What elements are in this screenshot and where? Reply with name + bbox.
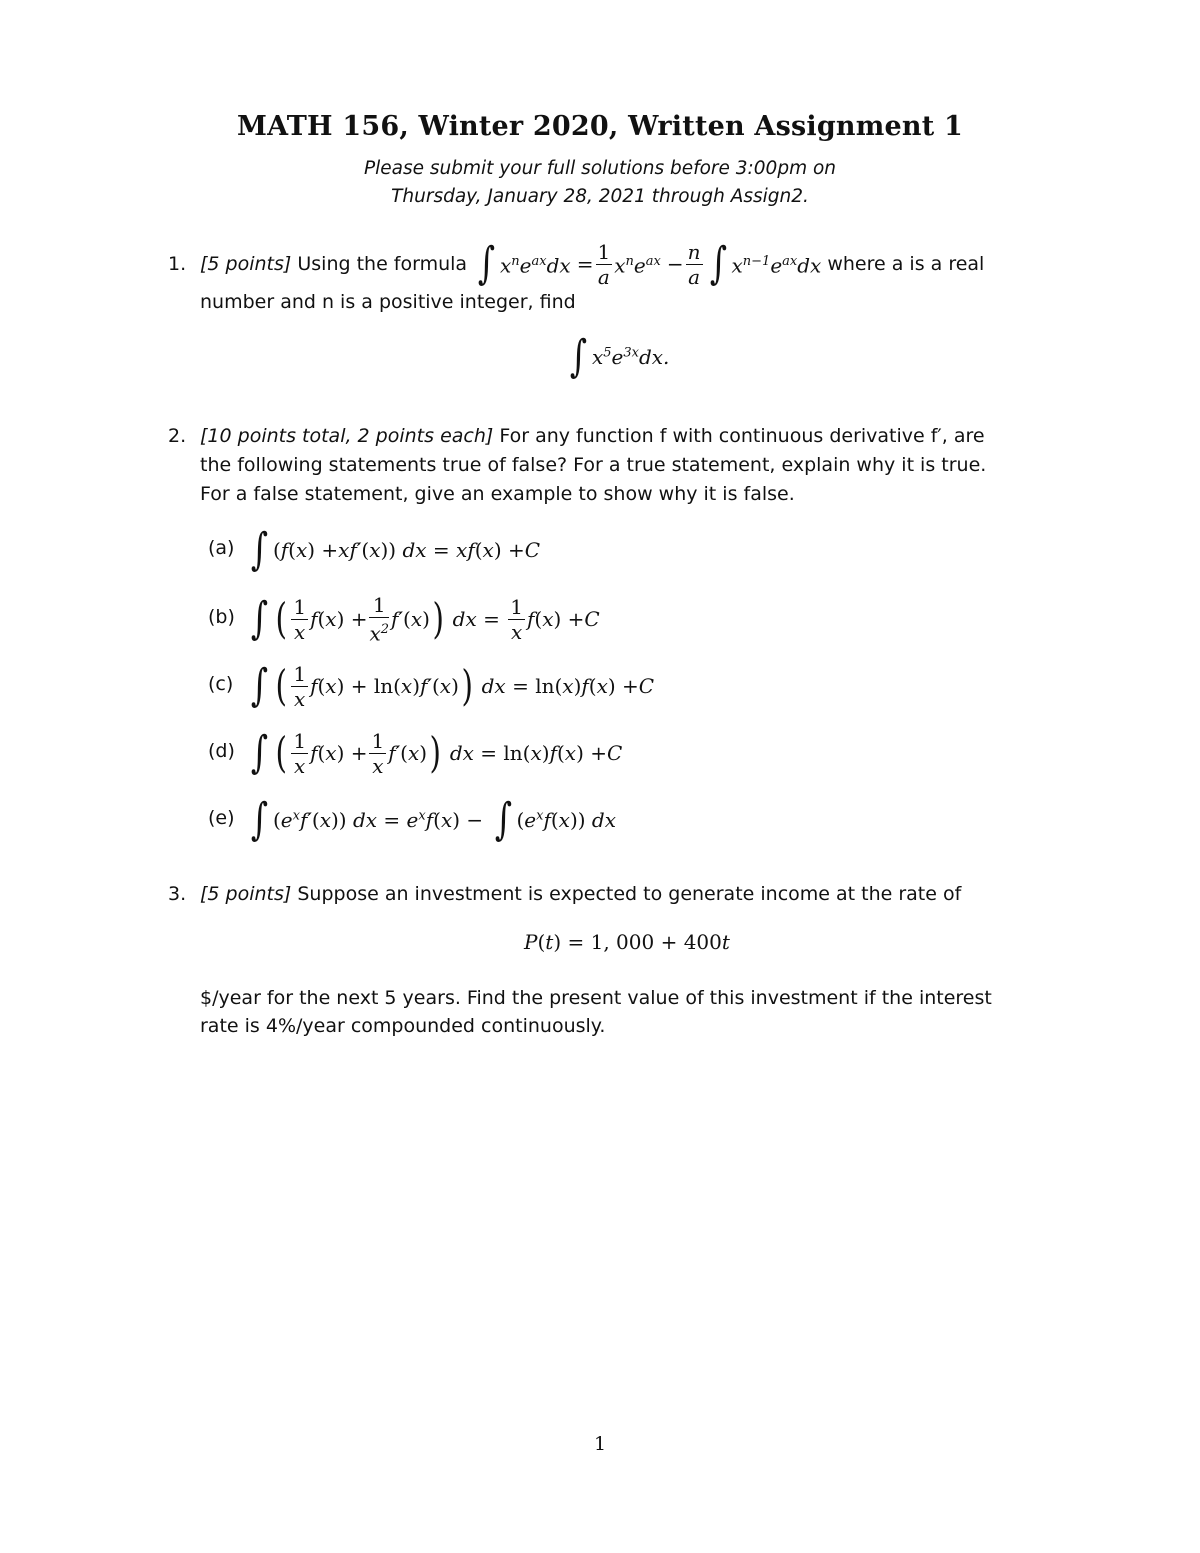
problem-1-text-b: where a is a real [827, 253, 985, 275]
part-d-label: (d) [208, 740, 235, 762]
problem-1-text-a: Using the formula [297, 253, 468, 275]
problem-3-text-3: rate is 4%/year compounded continuously. [200, 1015, 606, 1037]
part-a-statement: ∫ ( f ( x ) + xf′ ( x )) dx = xf ( x ) + C [250, 524, 541, 575]
problem-2-line-1 [200, 422, 985, 450]
problem-3-text-1: Suppose an investment is expected to generate income at the rate of [297, 883, 962, 905]
problem-1-formula: ∫ $x^ne^{ax}dx$ = $\frac{1}{a}$ $x^ne^{ax}$ − $\frac{n}{a}$ ∫ $x^{n-1}e^{ax}dx$ [477, 238, 822, 289]
part-e-statement: ∫ ( $e^xf'$ ( x )) dx = $e^xf$ ( x ) − ∫ ( $e^xf$ ( x )) dx [250, 794, 616, 845]
part-a-label: (a) [208, 537, 235, 559]
part-d-statement: ∫ ( $\frac{1}{x}$ f ( x ) + $\frac{1}{x}$ f′ ( x ) ) dx = ln( x ) f ( x ) + C [250, 727, 623, 778]
problem-1-number: 1. [168, 253, 187, 275]
problem-3-line-1 [200, 880, 961, 908]
problem-1-line-1 [200, 236, 984, 292]
problem-3-text-2: $/year for the next 5 years. Find the present value of this investment if the interest [200, 987, 992, 1009]
problem-1-text-c: number and n is a positive integer, find [200, 291, 576, 313]
part-e-label: (e) [208, 807, 235, 829]
instructions-line-1: Please submit your full solutions before 3:00pm on [363, 158, 837, 179]
part-b-label: (b) [208, 606, 235, 628]
problem-2-text-3: For a false statement, give an example to show why it is false. [200, 483, 795, 505]
part-c-label: (c) [208, 673, 234, 695]
instructions-line-2: Thursday, January 28, 2021 through Assign2. [391, 186, 809, 207]
page-number: 1 [593, 1433, 607, 1455]
problem-3-equation: P(t) = 1, 000 + 400t [524, 930, 730, 954]
problem-1-points: [5 points] [200, 253, 292, 275]
problem-1-target-integral: ∫ $x^5e^{3x}dx$. [569, 331, 670, 382]
problem-3-points: [5 points] [200, 883, 292, 905]
problem-2-text-1: For any function f with continuous derivative f′, are [499, 425, 985, 447]
problem-2-points: [10 points total, 2 points each] [200, 425, 494, 447]
page-title: MATH 156, Winter 2020, Written Assignment 1 [237, 111, 963, 142]
part-b-statement: ∫ ( $\frac{1}{x}$ f ( x ) + $\frac{1}{x^2}$ f′ ( x ) ) dx = $\frac{1}{x}$ f ( x ) + C [250, 592, 600, 646]
part-c-statement: ∫ ( $\frac{1}{x}$ f ( x ) + ln( x ) f′ ( x ) ) dx = ln( x ) f ( x ) + C [250, 660, 655, 711]
problem-2-text-2: the following statements true of false? For a true statement, explain why it is true. [200, 454, 987, 476]
problem-2-number: 2. [168, 425, 187, 447]
problem-3-number: 3. [168, 883, 187, 905]
